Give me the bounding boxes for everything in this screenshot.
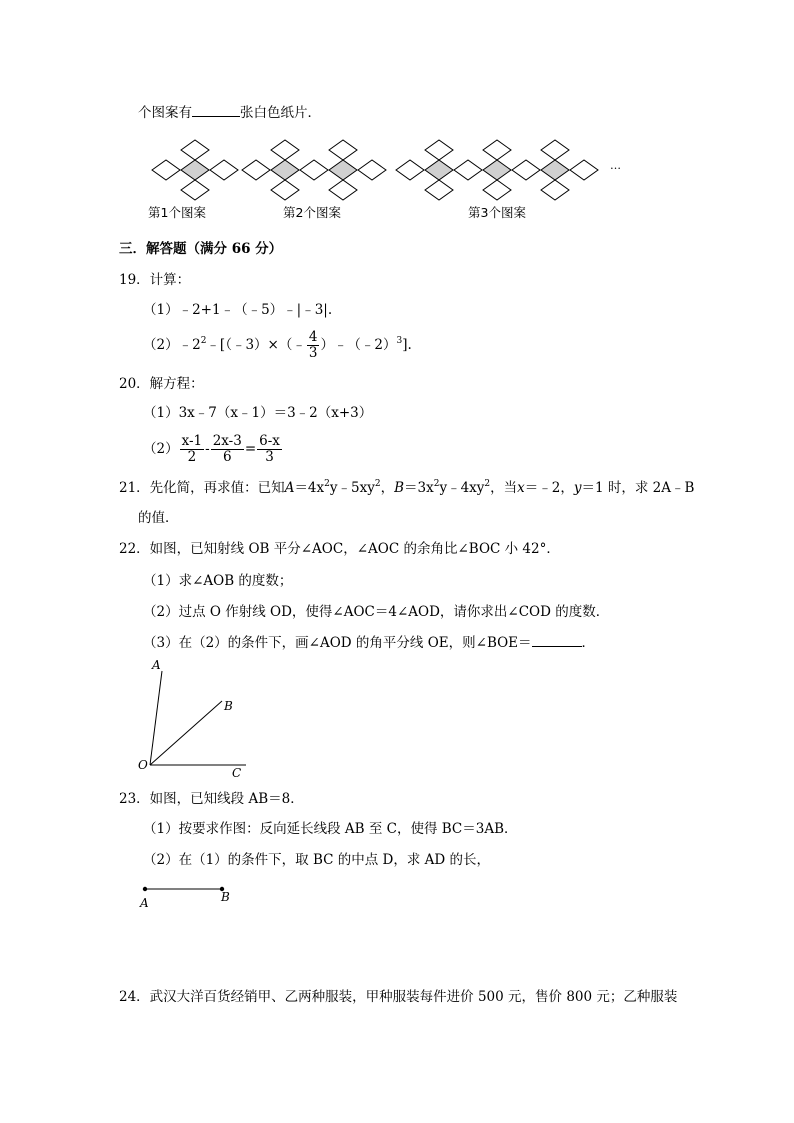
- diamond-shape: [329, 140, 357, 160]
- diamond-shape: [271, 180, 299, 200]
- label-b: B: [224, 699, 233, 713]
- ray-ob: [150, 701, 222, 765]
- diamond-shape-center: [329, 160, 357, 180]
- q23-part-2: （2）在（1）的条件下，取 BC 的中点 D，求 AD 的长，: [143, 852, 491, 868]
- q20-stem: 20．解方程：: [119, 376, 204, 392]
- diamond-shape-center: [271, 160, 299, 180]
- q21-line-2: 的值．: [138, 510, 179, 526]
- diamond-shape-center: [541, 160, 569, 180]
- diamond-shape: [181, 140, 209, 160]
- q22-part-1: （1）求∠AOB 的度数；: [143, 573, 293, 589]
- diamond-shape: [152, 160, 180, 180]
- pattern-3: [396, 140, 598, 200]
- diamond-shape: [242, 160, 270, 180]
- q18-tail-pre: 个图案有: [138, 105, 192, 121]
- diamond-shape: [483, 140, 511, 160]
- q23-part-1: （1）按要求作图：反向延长线段 AB 至 C，使得 BC＝3AB．: [143, 821, 518, 837]
- diamond-shape: [541, 180, 569, 200]
- label-c: C: [232, 766, 242, 780]
- diamond-shape: [512, 160, 540, 180]
- pattern-caption-3: 第3个图案: [468, 205, 526, 220]
- ray-oa: [150, 671, 162, 765]
- pattern-1: [152, 140, 238, 200]
- diamond-shape-center: [425, 160, 453, 180]
- q18-tail-post: 张白色纸片．: [240, 105, 321, 121]
- diamond-shape: [425, 140, 453, 160]
- point-a: [143, 887, 147, 891]
- q22-answer-blank[interactable]: [532, 634, 582, 647]
- diamond-shape: [300, 160, 328, 180]
- segment-figure: [135, 880, 245, 910]
- label-b: B: [221, 890, 230, 904]
- angle-figure: [130, 655, 260, 785]
- diamond-shape-center: [181, 160, 209, 180]
- diamond-shape: [483, 180, 511, 200]
- fraction: $\frac{6-x}{3}$: [259, 433, 280, 465]
- q20-part-2: （2） $\frac{x-1}{2}$ - $\frac{2x-3}{6}$ = $\frac{6-x}{3}$: [143, 433, 280, 465]
- pattern-ellipsis: …: [610, 159, 621, 172]
- q21-line-1: 21．先化简，再求值：已知$A=4x^2y﹣5xy^2$，$B=3x^2y﹣4xy^2$，当x＝﹣2，y＝1 时，求 2A﹣B: [119, 479, 695, 496]
- q22-part-3: （3）在（2）的条件下，画∠AOD 的角平分线 OE，则∠BOE＝ ．: [143, 635, 596, 651]
- q22-stem: 22．如图，已知射线 OB 平分∠AOC，∠AOC 的余角比∠BOC 小 42°．: [119, 541, 560, 557]
- pattern-caption-2: 第2个图案: [283, 205, 341, 220]
- q23-stem: 23．如图，已知线段 AB＝8．: [119, 791, 304, 807]
- fraction: $\frac{4}{3}$: [308, 329, 318, 361]
- diamond-shape: [210, 160, 238, 180]
- q22-part-2: （2）过点 O 作射线 OD，使得∠AOC＝4∠AOD，请你求出∠COD 的度数．: [143, 604, 610, 620]
- label-a: A: [140, 896, 149, 910]
- q20-part-1: （1）3x﹣7（x﹣1）＝3﹣2（x+3）: [143, 405, 373, 421]
- label-a: A: [152, 658, 161, 672]
- diamond-shape: [181, 180, 209, 200]
- q18-tail-line: [138, 104, 321, 122]
- diamond-shape: [570, 160, 598, 180]
- pattern-caption-1: 第1个图案: [148, 205, 206, 220]
- diamond-shape: [454, 160, 482, 180]
- diamond-shape: [541, 140, 569, 160]
- q19-stem: 19．计算：: [119, 272, 191, 288]
- section-3-heading: 三．解答题（满分 66 分）: [119, 241, 283, 257]
- diamond-shape: [396, 160, 424, 180]
- label-o: O: [138, 758, 148, 772]
- fraction: $\frac{2x-3}{6}$: [212, 433, 242, 465]
- q19-part-2: $(2)﹣2^2﹣[(﹣3)\times(﹣$ $\frac{4}{3}$ ）﹣（﹣2）$^3$].: [143, 329, 412, 361]
- q24-line-1: 24．武汉大洋百货经销甲、乙两种服装，甲种服装每件进价 500 元，售价 800 元；乙种服装: [119, 989, 678, 1005]
- fraction: $\frac{x-1}{2}$: [181, 433, 203, 465]
- q18-answer-blank[interactable]: [192, 104, 240, 117]
- pattern-figure: [130, 132, 630, 202]
- q19-part-1: （1）﹣2+1﹣（﹣5）﹣|﹣3|.: [143, 302, 333, 318]
- diamond-shape: [329, 180, 357, 200]
- diamond-shape: [271, 140, 299, 160]
- diamond-shape: [425, 180, 453, 200]
- diamond-shape-center: [483, 160, 511, 180]
- pattern-2: [242, 140, 386, 200]
- diamond-shape: [358, 160, 386, 180]
